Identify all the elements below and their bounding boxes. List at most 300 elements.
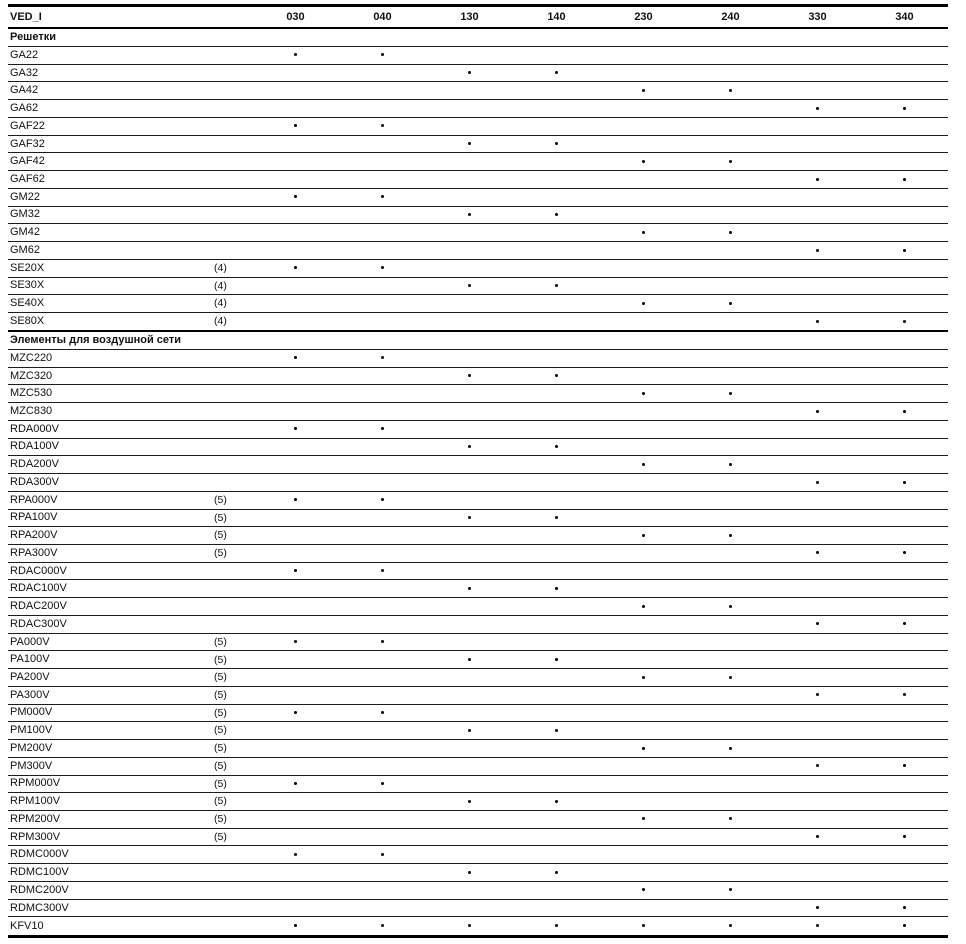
compatibility-cell-340 (861, 277, 948, 295)
compatibility-cell-230 (600, 598, 687, 616)
table-row (8, 651, 948, 669)
section-row (8, 331, 948, 349)
compatibility-dot (816, 107, 819, 110)
compatibility-cell-330 (774, 811, 861, 829)
compatibility-cell-040 (339, 100, 426, 118)
compatibility-dot (468, 445, 471, 448)
compatibility-dot (381, 195, 384, 198)
compatibility-cell-240 (687, 64, 774, 82)
compatibility-dot (729, 924, 732, 927)
compatibility-dot (729, 463, 732, 466)
compatibility-cell-140 (513, 64, 600, 82)
compatibility-cell-340 (861, 527, 948, 545)
compatibility-dot (642, 676, 645, 679)
catalog-table-page (0, 4, 966, 944)
compatibility-cell-230 (600, 135, 687, 153)
compatibility-cell-240 (687, 704, 774, 722)
table-row (8, 82, 948, 100)
compatibility-cell-340 (861, 46, 948, 64)
compatibility-cell-130 (426, 633, 513, 651)
compatibility-dot (555, 374, 558, 377)
compatibility-cell-130 (426, 562, 513, 580)
compatibility-cell-340 (861, 367, 948, 385)
compatibility-dot (816, 924, 819, 927)
compatibility-dot (468, 800, 471, 803)
compatibility-cell-340 (861, 474, 948, 492)
compatibility-dot (468, 213, 471, 216)
compatibility-cell-040 (339, 277, 426, 295)
footnote-ref (210, 403, 252, 421)
compatibility-cell-340 (861, 420, 948, 438)
header-note-spacer (210, 6, 252, 29)
compatibility-dot (729, 534, 732, 537)
compatibility-cell-130 (426, 349, 513, 367)
compatibility-cell-130 (426, 669, 513, 687)
model-name: SE40X (8, 295, 210, 313)
compatibility-cell-330 (774, 669, 861, 687)
compatibility-cell-130 (426, 259, 513, 277)
compatibility-cell-240 (687, 686, 774, 704)
model-name: PA000V (8, 633, 210, 651)
compatibility-cell-240 (687, 651, 774, 669)
compatibility-dot (294, 498, 297, 501)
compatibility-cell-240 (687, 580, 774, 598)
compatibility-cell-030 (252, 899, 339, 917)
compatibility-cell-130 (426, 385, 513, 403)
compatibility-cell-040 (339, 881, 426, 899)
table-row (8, 224, 948, 242)
compatibility-cell-340 (861, 385, 948, 403)
footnote-ref (210, 385, 252, 403)
compatibility-cell-140 (513, 828, 600, 846)
table-row (8, 312, 948, 330)
compatibility-cell-130 (426, 456, 513, 474)
table-row (8, 881, 948, 899)
compatibility-cell-240 (687, 775, 774, 793)
compatibility-cell-030 (252, 403, 339, 421)
compatibility-cell-340 (861, 153, 948, 171)
compatibility-cell-230 (600, 438, 687, 456)
compatibility-dot (729, 302, 732, 305)
footnote-ref (210, 367, 252, 385)
footnote-ref (210, 864, 252, 882)
compatibility-dot (555, 445, 558, 448)
compatibility-cell-140 (513, 615, 600, 633)
compatibility-cell-330 (774, 277, 861, 295)
compatibility-cell-140 (513, 277, 600, 295)
compatibility-cell-240 (687, 224, 774, 242)
compatibility-cell-330 (774, 864, 861, 882)
footnote-ref: (4) (210, 277, 252, 295)
compatibility-cell-240 (687, 881, 774, 899)
compatibility-cell-140 (513, 135, 600, 153)
compatibility-cell-030 (252, 509, 339, 527)
compatibility-cell-130 (426, 420, 513, 438)
compatibility-cell-240 (687, 633, 774, 651)
compatibility-cell-240 (687, 562, 774, 580)
compatibility-cell-040 (339, 740, 426, 758)
compatibility-cell-330 (774, 46, 861, 64)
model-name: RPA000V (8, 491, 210, 509)
table-row (8, 135, 948, 153)
compatibility-cell-330 (774, 117, 861, 135)
compatibility-cell-030 (252, 259, 339, 277)
compatibility-cell-130 (426, 615, 513, 633)
compatibility-dot (555, 213, 558, 216)
compatibility-cell-230 (600, 153, 687, 171)
compatibility-cell-340 (861, 242, 948, 260)
compatibility-cell-330 (774, 64, 861, 82)
compatibility-cell-340 (861, 117, 948, 135)
table-row (8, 206, 948, 224)
table-row (8, 385, 948, 403)
compatibility-dot (381, 356, 384, 359)
compatibility-dot (381, 124, 384, 127)
compatibility-dot (642, 817, 645, 820)
compatibility-cell-130 (426, 64, 513, 82)
footnote-ref (210, 349, 252, 367)
table-row (8, 64, 948, 82)
compatibility-cell-230 (600, 775, 687, 793)
compatibility-cell-230 (600, 367, 687, 385)
table-row (8, 100, 948, 118)
compatibility-cell-130 (426, 775, 513, 793)
column-header-040: 040 (339, 6, 426, 29)
compatibility-cell-030 (252, 456, 339, 474)
table-row (8, 793, 948, 811)
compatibility-cell-030 (252, 474, 339, 492)
compatibility-cell-130 (426, 117, 513, 135)
compatibility-cell-130 (426, 651, 513, 669)
footnote-ref: (4) (210, 259, 252, 277)
compatibility-cell-140 (513, 117, 600, 135)
compatibility-cell-240 (687, 188, 774, 206)
footnote-ref (210, 580, 252, 598)
compatibility-cell-040 (339, 491, 426, 509)
compatibility-cell-130 (426, 704, 513, 722)
table-row (8, 545, 948, 563)
compatibility-cell-240 (687, 864, 774, 882)
table-row (8, 686, 948, 704)
compatibility-cell-330 (774, 491, 861, 509)
compatibility-cell-140 (513, 757, 600, 775)
compatibility-cell-140 (513, 881, 600, 899)
compatibility-cell-230 (600, 740, 687, 758)
compatibility-dot (816, 249, 819, 252)
compatibility-cell-030 (252, 153, 339, 171)
table-row (8, 349, 948, 367)
compatibility-cell-040 (339, 474, 426, 492)
compatibility-cell-330 (774, 82, 861, 100)
compatibility-cell-230 (600, 474, 687, 492)
compatibility-cell-340 (861, 312, 948, 330)
compatibility-cell-230 (600, 403, 687, 421)
model-name: MZC220 (8, 349, 210, 367)
model-name: SE20X (8, 259, 210, 277)
compatibility-dot (555, 800, 558, 803)
footnote-ref (210, 82, 252, 100)
compatibility-cell-140 (513, 456, 600, 474)
column-header-240: 240 (687, 6, 774, 29)
compatibility-cell-340 (861, 188, 948, 206)
compatibility-cell-140 (513, 562, 600, 580)
compatibility-cell-330 (774, 722, 861, 740)
footnote-ref (210, 64, 252, 82)
compatibility-cell-240 (687, 46, 774, 64)
footnote-ref (210, 188, 252, 206)
compatibility-cell-330 (774, 403, 861, 421)
compatibility-cell-240 (687, 846, 774, 864)
compatibility-cell-030 (252, 277, 339, 295)
compatibility-dot (903, 178, 906, 181)
compatibility-dot (816, 622, 819, 625)
compatibility-cell-230 (600, 259, 687, 277)
compatibility-dot (555, 658, 558, 661)
model-name: SE80X (8, 312, 210, 330)
compatibility-dot (381, 427, 384, 430)
compatibility-cell-340 (861, 456, 948, 474)
compatibility-cell-030 (252, 793, 339, 811)
compatibility-cell-230 (600, 793, 687, 811)
compatibility-cell-130 (426, 474, 513, 492)
compatibility-cell-230 (600, 117, 687, 135)
column-header-340: 340 (861, 6, 948, 29)
table-row (8, 46, 948, 64)
compatibility-cell-030 (252, 64, 339, 82)
compatibility-dot (729, 817, 732, 820)
table-header-row (8, 6, 948, 29)
compatibility-cell-140 (513, 686, 600, 704)
compatibility-cell-240 (687, 793, 774, 811)
compatibility-cell-330 (774, 474, 861, 492)
compatibility-cell-330 (774, 367, 861, 385)
compatibility-dot (816, 693, 819, 696)
compatibility-cell-140 (513, 224, 600, 242)
compatibility-cell-230 (600, 704, 687, 722)
compatibility-cell-130 (426, 438, 513, 456)
compatibility-cell-030 (252, 224, 339, 242)
model-name: GM42 (8, 224, 210, 242)
compatibility-cell-240 (687, 259, 774, 277)
compatibility-cell-140 (513, 598, 600, 616)
compatibility-cell-240 (687, 349, 774, 367)
compatibility-cell-040 (339, 615, 426, 633)
compatibility-cell-340 (861, 775, 948, 793)
compatibility-dot (903, 410, 906, 413)
compatibility-dot (294, 569, 297, 572)
compatibility-cell-140 (513, 82, 600, 100)
compatibility-cell-030 (252, 188, 339, 206)
compatibility-cell-040 (339, 312, 426, 330)
compatibility-cell-130 (426, 188, 513, 206)
compatibility-dot (468, 142, 471, 145)
footnote-ref: (5) (210, 686, 252, 704)
compatibility-cell-330 (774, 224, 861, 242)
compatibility-cell-140 (513, 775, 600, 793)
footnote-ref: (5) (210, 757, 252, 775)
compatibility-cell-030 (252, 82, 339, 100)
compatibility-cell-030 (252, 135, 339, 153)
model-name: RDA300V (8, 474, 210, 492)
compatibility-cell-330 (774, 456, 861, 474)
model-name: RDA200V (8, 456, 210, 474)
compatibility-cell-140 (513, 651, 600, 669)
compatibility-cell-230 (600, 188, 687, 206)
table-row (8, 722, 948, 740)
compatibility-cell-230 (600, 46, 687, 64)
compatibility-cell-030 (252, 491, 339, 509)
compatibility-cell-240 (687, 385, 774, 403)
compatibility-cell-330 (774, 295, 861, 313)
table-row (8, 811, 948, 829)
compatibility-cell-140 (513, 545, 600, 563)
compatibility-dot (642, 89, 645, 92)
compatibility-cell-330 (774, 206, 861, 224)
compatibility-cell-140 (513, 100, 600, 118)
compatibility-cell-140 (513, 633, 600, 651)
compatibility-cell-140 (513, 580, 600, 598)
model-name: PM100V (8, 722, 210, 740)
model-name: RDAC000V (8, 562, 210, 580)
compatibility-cell-130 (426, 295, 513, 313)
compatibility-cell-040 (339, 811, 426, 829)
table-row (8, 757, 948, 775)
compatibility-cell-130 (426, 917, 513, 937)
compatibility-cell-230 (600, 224, 687, 242)
compatibility-cell-340 (861, 846, 948, 864)
compatibility-dot (903, 481, 906, 484)
compatibility-cell-240 (687, 277, 774, 295)
footnote-ref (210, 46, 252, 64)
compatibility-dot (729, 160, 732, 163)
compatibility-cell-230 (600, 615, 687, 633)
compatibility-dot (381, 782, 384, 785)
compatibility-cell-230 (600, 206, 687, 224)
compatibility-dot (642, 534, 645, 537)
compatibility-dot (555, 71, 558, 74)
compatibility-dot (381, 853, 384, 856)
compatibility-cell-140 (513, 811, 600, 829)
model-name: GAF62 (8, 171, 210, 189)
table-row (8, 420, 948, 438)
compatibility-cell-340 (861, 491, 948, 509)
compatibility-cell-030 (252, 917, 339, 937)
compatibility-cell-330 (774, 828, 861, 846)
model-name: RPA300V (8, 545, 210, 563)
compatibility-dot (903, 320, 906, 323)
model-name: RDMC200V (8, 881, 210, 899)
compatibility-cell-030 (252, 562, 339, 580)
table-row (8, 117, 948, 135)
table-row (8, 188, 948, 206)
compatibility-cell-040 (339, 349, 426, 367)
compatibility-cell-230 (600, 757, 687, 775)
table-row (8, 153, 948, 171)
compatibility-cell-140 (513, 864, 600, 882)
footnote-ref (210, 242, 252, 260)
compatibility-dot (816, 835, 819, 838)
compatibility-dot (294, 711, 297, 714)
model-name: PA100V (8, 651, 210, 669)
compatibility-cell-040 (339, 117, 426, 135)
footnote-ref: (5) (210, 545, 252, 563)
compatibility-cell-130 (426, 171, 513, 189)
compatibility-dot (468, 924, 471, 927)
compatibility-dot (642, 160, 645, 163)
model-name: PM200V (8, 740, 210, 758)
compatibility-cell-030 (252, 385, 339, 403)
compatibility-cell-240 (687, 82, 774, 100)
compatibility-cell-130 (426, 46, 513, 64)
compatibility-dot (468, 871, 471, 874)
compatibility-cell-040 (339, 456, 426, 474)
compatibility-cell-340 (861, 171, 948, 189)
column-header-330: 330 (774, 6, 861, 29)
compatibility-cell-130 (426, 100, 513, 118)
compatibility-cell-130 (426, 545, 513, 563)
compatibility-dot (816, 410, 819, 413)
compatibility-cell-030 (252, 651, 339, 669)
compatibility-cell-030 (252, 171, 339, 189)
compatibility-cell-030 (252, 757, 339, 775)
model-name: RDA000V (8, 420, 210, 438)
model-name: RDMC100V (8, 864, 210, 882)
compatibility-cell-240 (687, 598, 774, 616)
compatibility-cell-140 (513, 188, 600, 206)
compatibility-cell-230 (600, 491, 687, 509)
compatibility-dot (729, 89, 732, 92)
table-row (8, 775, 948, 793)
compatibility-cell-230 (600, 312, 687, 330)
footnote-ref (210, 474, 252, 492)
footnote-ref (210, 456, 252, 474)
compatibility-cell-040 (339, 704, 426, 722)
compatibility-cell-330 (774, 899, 861, 917)
compatibility-dot (903, 835, 906, 838)
compatibility-dot (642, 924, 645, 927)
compatibility-cell-340 (861, 545, 948, 563)
compatibility-cell-140 (513, 206, 600, 224)
compatibility-cell-230 (600, 295, 687, 313)
compatibility-cell-130 (426, 828, 513, 846)
model-name: RDAC200V (8, 598, 210, 616)
compatibility-cell-340 (861, 917, 948, 937)
footnote-ref (210, 846, 252, 864)
model-name: GAF32 (8, 135, 210, 153)
compatibility-cell-040 (339, 722, 426, 740)
compatibility-cell-140 (513, 527, 600, 545)
compatibility-cell-240 (687, 171, 774, 189)
compatibility-dot (381, 711, 384, 714)
compatibility-cell-030 (252, 615, 339, 633)
footnote-ref (210, 615, 252, 633)
compatibility-cell-140 (513, 491, 600, 509)
footnote-ref (210, 117, 252, 135)
compatibility-cell-030 (252, 545, 339, 563)
compatibility-cell-040 (339, 135, 426, 153)
compatibility-cell-140 (513, 349, 600, 367)
footnote-ref (210, 562, 252, 580)
compatibility-cell-040 (339, 580, 426, 598)
footnote-ref (210, 438, 252, 456)
compatibility-cell-240 (687, 669, 774, 687)
compatibility-cell-140 (513, 403, 600, 421)
model-name: MZC830 (8, 403, 210, 421)
compatibility-dot (816, 551, 819, 554)
table-row (8, 277, 948, 295)
compatibility-dot (903, 764, 906, 767)
model-name: GM22 (8, 188, 210, 206)
